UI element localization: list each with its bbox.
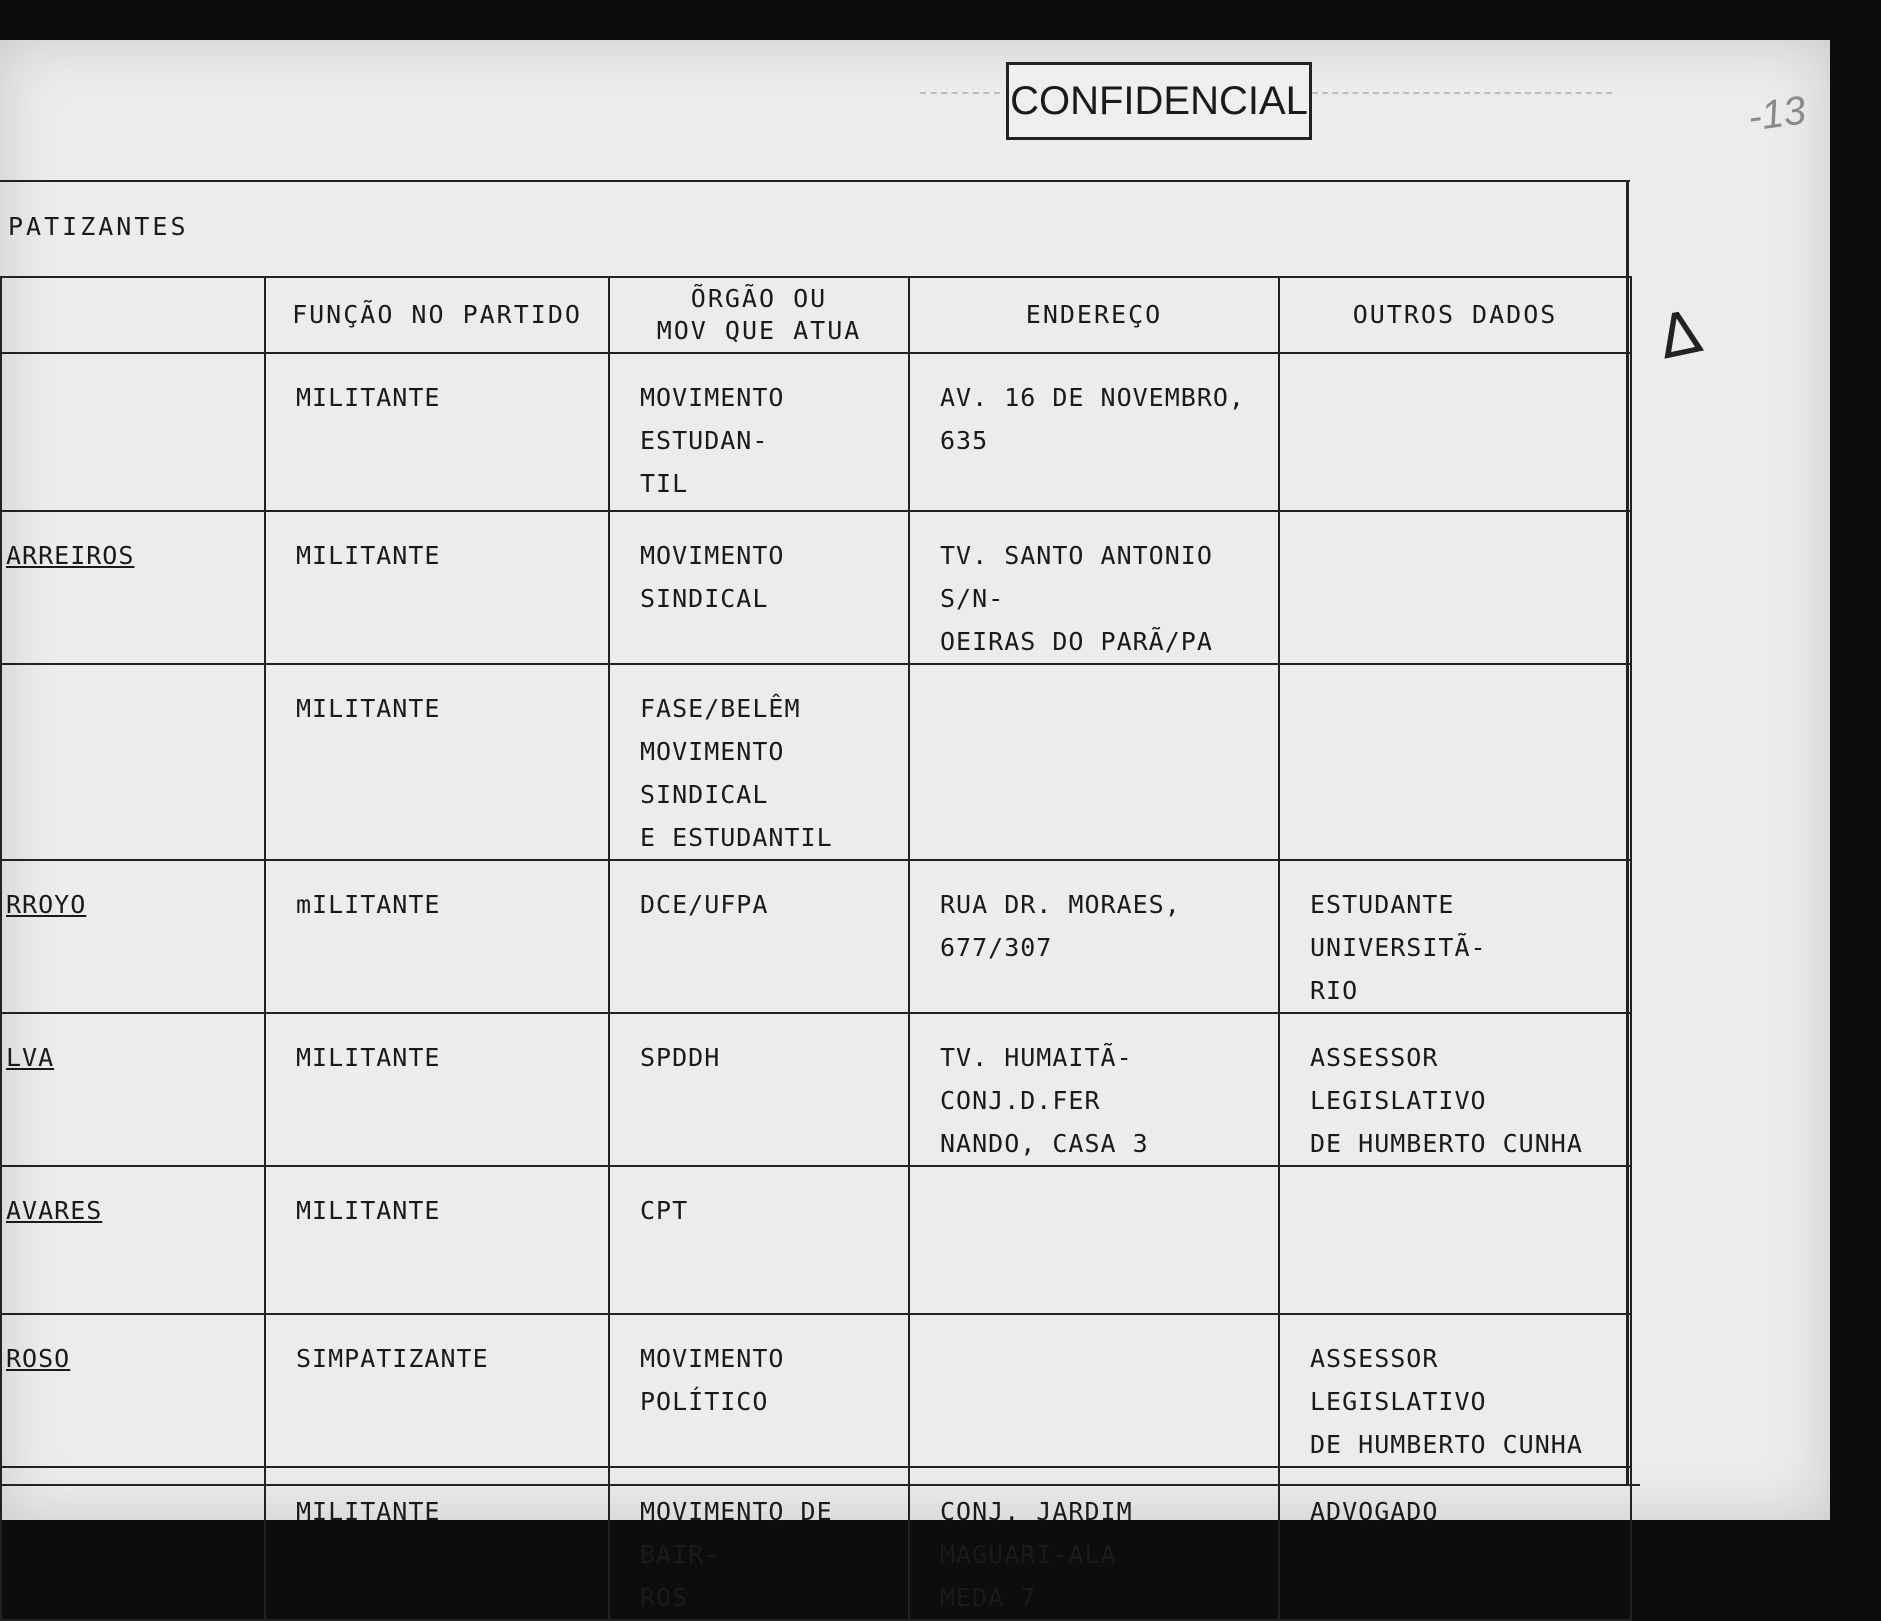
cell-orgao: MOVIMENTO POLÍTICO [609,1314,909,1467]
cell-endereco [909,1314,1279,1467]
cell-funcao: MILITANTE [265,511,609,664]
cell-endereco [909,1166,1279,1314]
cell-name: ROSO [1,1314,265,1467]
cell-orgao: CPT [609,1166,909,1314]
cell-endereco: CONJ. JARDIM MAGUARI-ALA MEDA 7 [909,1467,1279,1620]
table-row [1,511,1631,664]
cell-outros [1279,353,1631,511]
cell-endereco: TV. SANTO ANTONIO S/N- OEIRAS DO PARÃ/PA [909,511,1279,664]
header-outros: OUTROS DADOS [1279,277,1631,353]
cell-funcao: mILITANTE [265,860,609,1013]
cell-orgao: MOVIMENTO SINDICAL [609,511,909,664]
table-row [1,1166,1631,1314]
cell-funcao: SIMPATIZANTE [265,1314,609,1467]
members-table [0,276,1632,1621]
cell-orgao: DCE/UFPA [609,860,909,1013]
cell-outros: ASSESSOR LEGISLATIVO DE HUMBERTO CUNHA [1279,1013,1631,1166]
cell-funcao: MILITANTE [265,1467,609,1620]
stamp-guide-left [920,92,1000,94]
stamp-guide-right [1312,92,1612,94]
cell-orgao: MOVIMENTO ESTUDAN- TIL [609,353,909,511]
cell-orgao: SPDDH [609,1013,909,1166]
cell-outros [1279,1166,1631,1314]
cell-orgao: MOVIMENTO DE BAIR- ROS [609,1467,909,1620]
cell-funcao: MILITANTE [265,1166,609,1314]
cell-funcao: MILITANTE [265,1013,609,1166]
cell-funcao: MILITANTE [265,353,609,511]
table-row [1,1314,1631,1467]
cell-funcao: MILITANTE [265,664,609,860]
table-row [1,860,1631,1013]
cell-name [1,664,265,860]
page-number: -13 [1745,88,1809,140]
cell-outros [1279,664,1631,860]
form-top-border [0,180,1630,182]
cell-name: RROYO [1,860,265,1013]
cell-outros: ESTUDANTE UNIVERSITÃ- RIO [1279,860,1631,1013]
cell-name: AVARES [1,1166,265,1314]
cell-outros: ADVOGADO [1279,1467,1631,1620]
cell-orgao: FASE/BELÊM MOVIMENTO SINDICAL E ESTUDANTIL [609,664,909,860]
form-bottom-border [0,1484,1640,1486]
header-orgao [609,277,909,353]
table-row [1,1467,1631,1620]
header-orgao-text: ÕRGÃO OU MOV QUE ATUA [656,284,862,345]
section-title: PATIZANTES [8,212,189,241]
confidential-stamp: CONFIDENCIAL [1006,62,1312,140]
table-row [1,1013,1631,1166]
cell-name [1,353,265,511]
cell-endereco: RUA DR. MORAES, 677/307 [909,860,1279,1013]
table-header-row [1,277,1631,353]
header-funcao: FUNÇÃO NO PARTIDO [265,277,609,353]
cell-endereco: TV. HUMAITÃ- CONJ.D.FER NANDO, CASA 3 [909,1013,1279,1166]
header-name [1,277,265,353]
header-endereco: ENDEREÇO [909,277,1279,353]
cell-outros: ASSESSOR LEGISLATIVO DE HUMBERTO CUNHA [1279,1314,1631,1467]
cell-endereco [909,664,1279,860]
handwritten-check-mark: ∆ [1653,296,1707,374]
cell-endereco: AV. 16 DE NOVEMBRO, 635 [909,353,1279,511]
table-row [1,664,1631,860]
cell-name [1,1467,265,1620]
cell-outros [1279,511,1631,664]
cell-name: ARREIROS [1,511,265,664]
table-row [1,353,1631,511]
cell-name: LVA [1,1013,265,1166]
